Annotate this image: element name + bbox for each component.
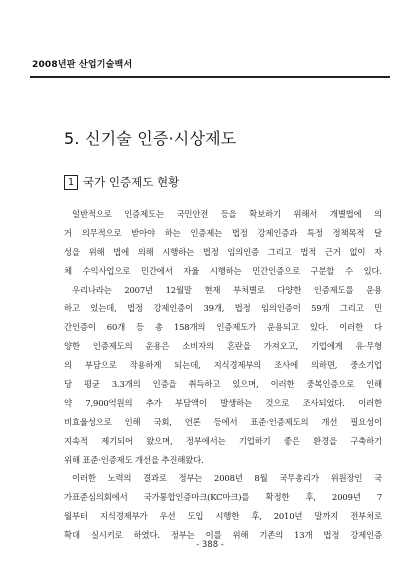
section-title: 국가 인증제도 현황 bbox=[83, 175, 180, 189]
body-line: 일반적으로 인증제도는 국민안전 등을 확보하기 위해서 개별법에 의 bbox=[72, 209, 382, 219]
body-line: 양한 인증제도의 운용은 소비자의 혼란을 가져오고, 기업에게 유·무형 bbox=[64, 341, 382, 352]
body-line: 비효율성으로 인해 국회, 언론 등에서 표준·인증제도의 개선 필요성이 bbox=[64, 416, 382, 427]
body-line: 거 의무적으로 받아야 하는 인증제는 법정 강제인증과 특정 정책목적 달 bbox=[64, 227, 382, 238]
body-line: 하고 있는데, 법정 강제인증이 39개, 법정 임의인증이 59개 그리고 민 bbox=[64, 303, 382, 314]
chapter-title: 5. 신기술 인증·시상제도 bbox=[64, 129, 237, 148]
body-line: 성을 위해 법에 의해 시행하는 법정 임의인증 그리고 법적 근거 없이 자 bbox=[64, 246, 382, 257]
section-number-box: 1 bbox=[64, 175, 78, 190]
body-line: 간인증이 60개 등 총 158개의 인증제도가 운용되고 있다. 이러한 다 bbox=[64, 322, 382, 333]
body-line: 의 부담으로 작용하게 되는데, 지식경제부의 조사에 의하면, 중소기업 bbox=[64, 360, 382, 371]
body-line: 확대 실시키로 하였다. 정부는 이를 위해 기존의 13개 법정 강제인증 bbox=[64, 530, 382, 541]
header-rule bbox=[30, 76, 390, 78]
section-heading bbox=[64, 174, 179, 190]
body-line: 약 7,900억원의 추가 부담액이 발생하는 것으로 조사되었다. 이러한 bbox=[64, 397, 382, 408]
body-line: 가표준심의회에서 국가통합인증마크(KC마크)를 확정한 후, 2009년 7 bbox=[64, 492, 382, 503]
body-line: 우리나라는 2007년 12월말 현재 부처별로 다양한 인증제도를 운용 bbox=[72, 284, 382, 295]
body-text bbox=[64, 205, 382, 545]
body-line: 위해 표준·인증제도 개선을 추진해왔다. bbox=[64, 454, 204, 465]
body-line: 당 평균 3.3개의 인증을 취득하고 있으며, 이러한 중복인증으로 인해 bbox=[64, 379, 382, 390]
body-line: 월부터 지식경제부가 우선 도입 시행한 후, 2010년 말까지 전부처로 bbox=[64, 511, 382, 522]
body-line: 체 수익사업으로 민간에서 자율 시행하는 민간인증으로 구분할 수 있다. bbox=[64, 265, 382, 276]
running-header: 2008년판 산업기술백서 bbox=[32, 60, 133, 70]
body-line: 지속적 제기되어 왔으며, 정부에서는 기업하기 좋은 환경을 구축하기 bbox=[64, 435, 382, 446]
page-number: - 388 - bbox=[196, 540, 224, 550]
body-line: 이러한 노력의 결과로 정부는 2008년 8월 국무총리가 위원장인 국 bbox=[72, 473, 382, 484]
